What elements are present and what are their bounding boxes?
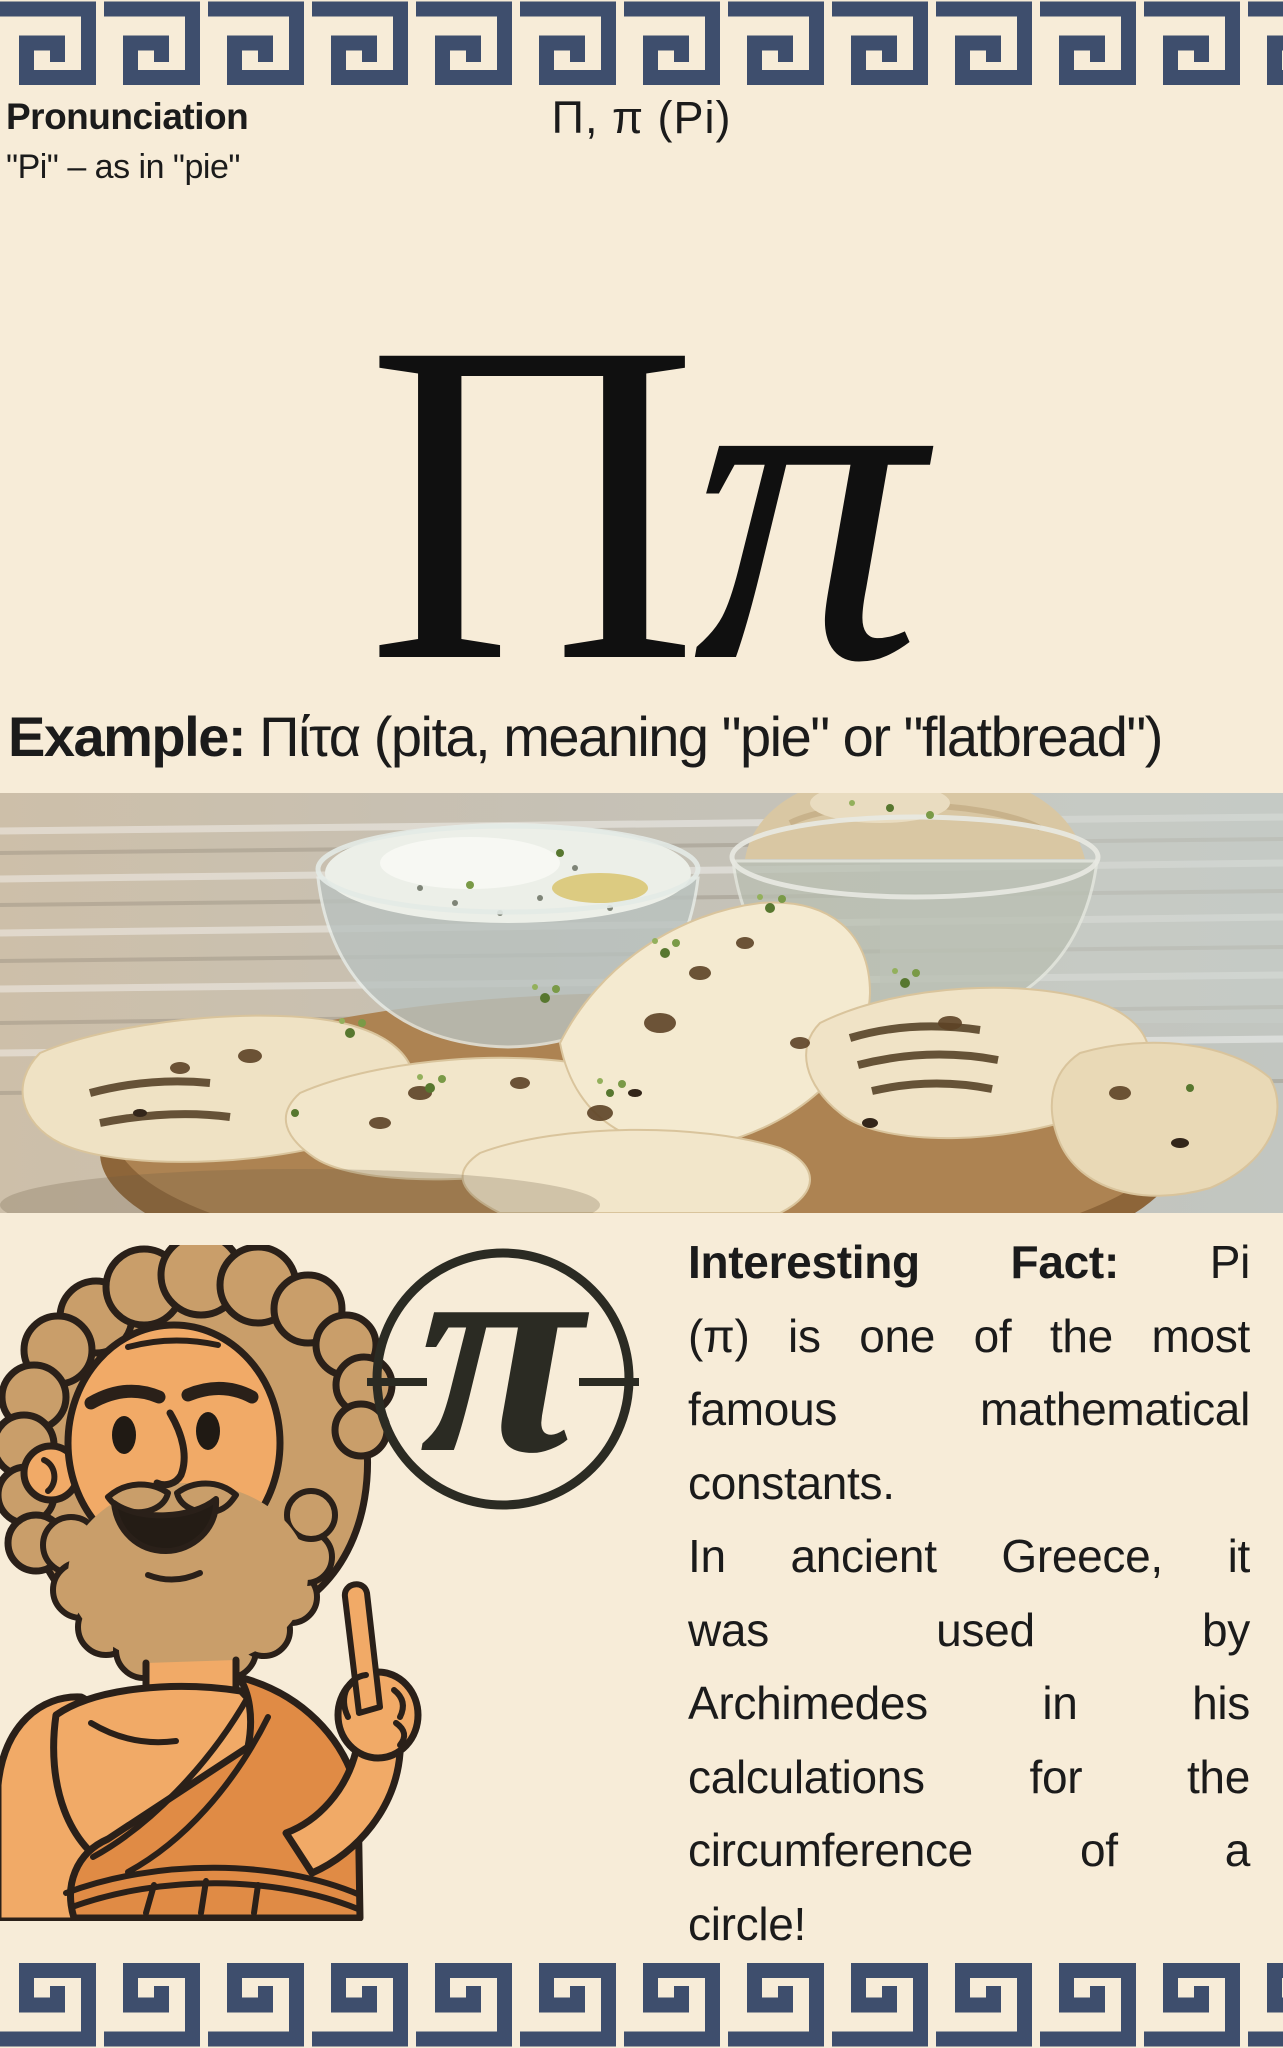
pita-photo xyxy=(0,793,1283,1213)
fact-label: Interesting Fact: xyxy=(688,1236,1119,1288)
big-uppercase-pi: Π xyxy=(366,247,693,757)
fact-line-10: circle! xyxy=(688,1897,807,1950)
example-line xyxy=(8,704,1280,769)
fact-line-1 xyxy=(688,1226,1250,1300)
pi-badge-symbol: π xyxy=(419,1238,583,1515)
pronunciation-label: Pronunciation xyxy=(6,96,249,137)
example-text: Πίτα (pita, meaning "pie" or "flatbread") xyxy=(259,705,1162,768)
greek-key-border-top xyxy=(0,0,1283,86)
fact-line-9: circumference of a xyxy=(688,1824,1250,1876)
fact-line-1-rest: Pi xyxy=(1209,1236,1250,1288)
pronunciation-text: "Pi" – as in "pie" xyxy=(6,148,240,186)
interesting-fact-text xyxy=(688,1226,1250,1961)
letter-title: Π, π (Pi) xyxy=(551,92,732,143)
fact-line-6: was used by xyxy=(688,1603,1250,1656)
fact-line-2: (π) is one of the most xyxy=(688,1309,1250,1362)
big-lowercase-pi: π xyxy=(692,247,917,757)
fact-line-4: constants. xyxy=(688,1456,895,1509)
greek-key-pattern-icon xyxy=(0,1962,1283,2048)
example-label: Example: xyxy=(8,705,245,768)
greek-key-pattern-icon xyxy=(0,0,1283,86)
fact-line-5: In ancient Greece, it xyxy=(688,1530,1250,1582)
fact-line-3: famous mathematical xyxy=(688,1383,1250,1435)
fact-line-8: calculations for the xyxy=(688,1750,1250,1803)
fact-line-7: Archimedes in his xyxy=(688,1677,1250,1729)
pi-badge-icon xyxy=(363,1238,643,1520)
greek-key-border-bottom xyxy=(0,1962,1283,2048)
